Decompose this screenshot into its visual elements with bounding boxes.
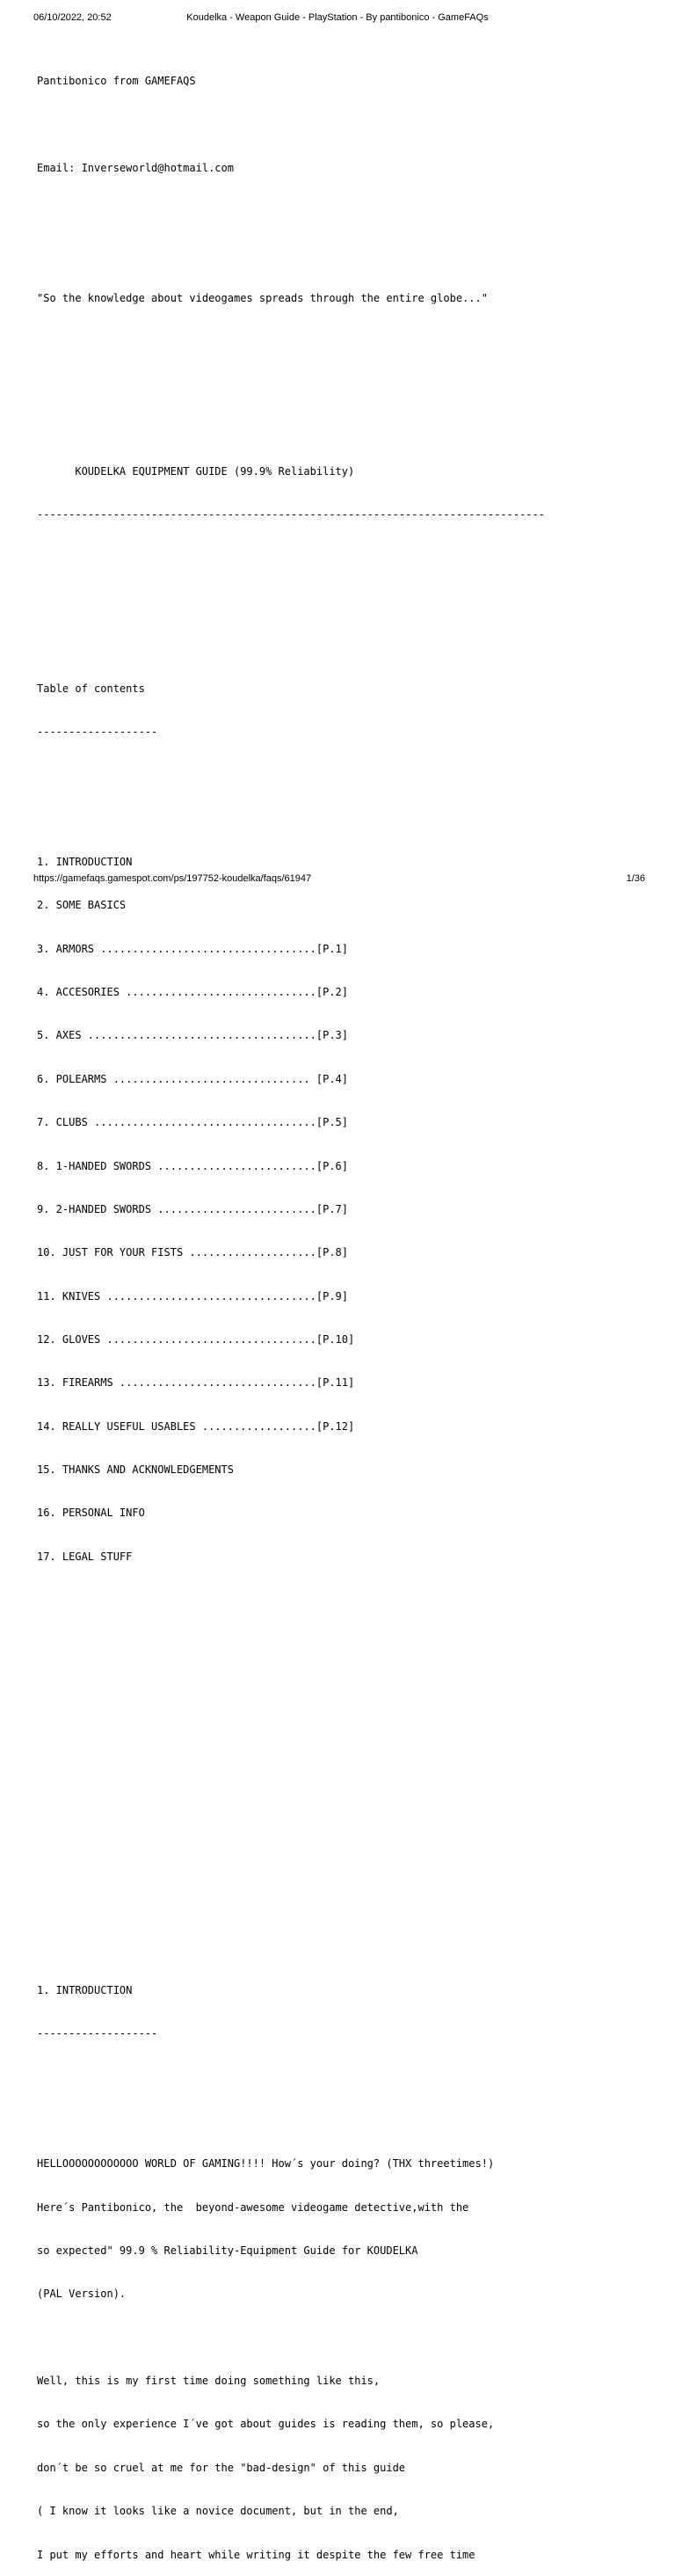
toc-item: 8. 1-HANDED SWORDS .........................[P.6] (37, 1159, 349, 1172)
toc-item: 14. REALLY USEFUL USABLES ..................[P.12] (37, 1419, 355, 1433)
toc-item: 17. LEGAL STUFF (37, 1550, 133, 1563)
toc-item: 13. FIREARMS ...............................[P.11] (37, 1376, 355, 1390)
intro-heading: 1. INTRODUCTION (37, 1984, 133, 1997)
intro-text-line: don´t be so cruel at me for the "bad-design" of this guide (37, 2461, 406, 2474)
intro-text-line: I put my efforts and heart while writing it despite the few free time (37, 2548, 475, 2561)
intro-text-line: so the only experience I´ve got about guides is reading them, so please, (37, 2418, 495, 2431)
toc-item: 11. KNIVES .................................[P.9] (37, 1289, 349, 1303)
intro-text-line: HELLOOOOOOOOOOOO WORLD OF GAMING!!!! How´s your doing? (THX threetimes!) (37, 2157, 495, 2171)
toc-item: 1. INTRODUCTION (37, 856, 133, 869)
intro-text-line: Well, this is my first time doing something like this, (37, 2375, 381, 2388)
toc-item: 16. PERSONAL INFO (37, 1507, 145, 1520)
email-line: Email: Inverseworld@hotmail.com (37, 161, 234, 174)
intro-text-line: (PAL Version). (37, 2288, 127, 2301)
intro-text-line: so expected" 99.9 % Reliability-Equipment Guide for KOUDELKA (37, 2244, 418, 2258)
quote-line: "So the knowledge about videogames spreads through the entire globe..." (37, 291, 488, 304)
toc-heading: Table of contents (37, 682, 145, 695)
toc-item: 7. CLUBS ...................................[P.5] (37, 1116, 349, 1129)
toc-item: 9. 2-HANDED SWORDS .........................[P.7] (37, 1202, 349, 1215)
toc-rule: ------------------- (37, 726, 158, 739)
print-page-number: 1/36 (626, 873, 645, 884)
toc-item: 12. GLOVES .................................[P.10] (37, 1332, 355, 1346)
print-page-title: Koudelka - Weapon Guide - PlayStation - By pantibonico - GameFAQs (186, 12, 489, 23)
toc-item: 5. AXES ....................................[P.3] (37, 1029, 349, 1042)
toc-item: 6. POLEARMS ............................... [P.4] (37, 1072, 349, 1085)
toc-item: 2. SOME BASICS (37, 899, 127, 912)
toc-item: 4. ACCESORIES ..............................[P.2] (37, 986, 349, 999)
guide-title: KOUDELKA EQUIPMENT GUIDE (99.9% Reliability) (37, 465, 355, 478)
toc-item: 3. ARMORS ..................................[P.1] (37, 942, 349, 955)
author-line: Pantibonico from GAMEFAQS (37, 74, 196, 87)
title-rule: -------------------------------------------------------------------------------- (37, 508, 545, 522)
intro-text-line: Here´s Pantibonico, the beyond-awesome videogame detective,with the (37, 2200, 469, 2214)
toc-item: 15. THANKS AND ACKNOWLEDGEMENTS (37, 1463, 234, 1476)
intro-rule: ------------------- (37, 2027, 158, 2040)
print-url: https://gamefaqs.gamespot.com/ps/197752-koudelka/faqs/61947 (33, 873, 312, 884)
guide-document (37, 45, 545, 2576)
print-date: 06/10/2022, 20:52 (33, 12, 112, 23)
toc-item: 10. JUST FOR YOUR FISTS ....................[P.8] (37, 1246, 349, 1259)
intro-text-line: ( I know it looks like a novice document, but in the end, (37, 2505, 399, 2518)
